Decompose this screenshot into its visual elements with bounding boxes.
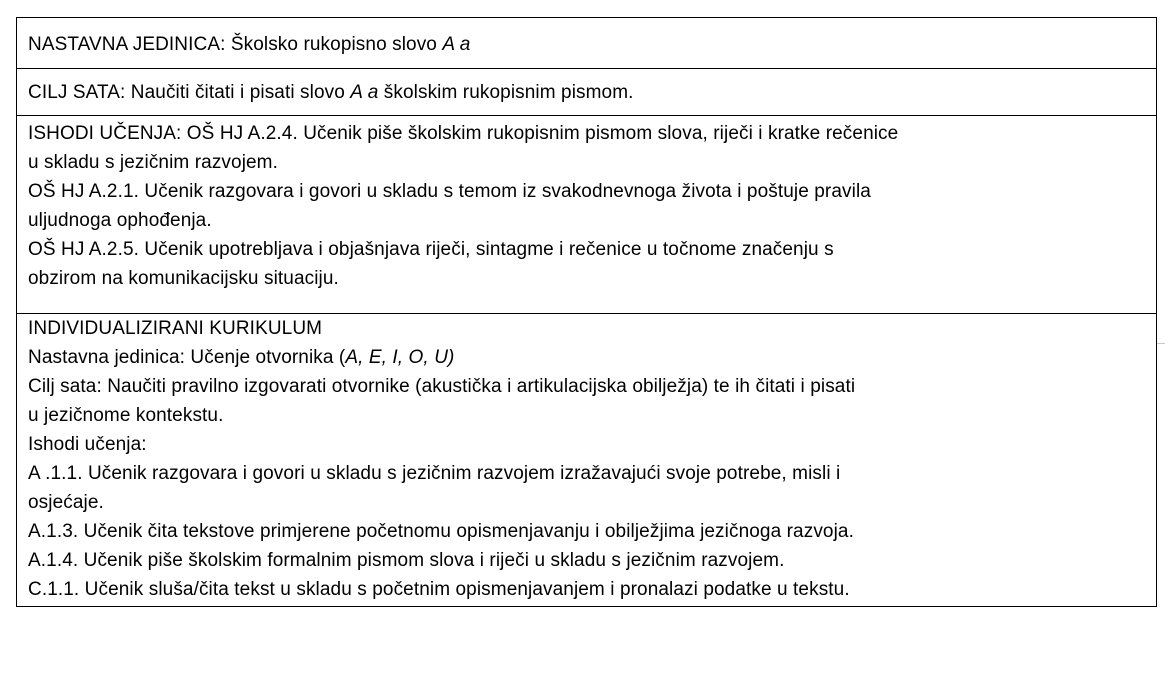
lesson-goal-text: CILJ SATA: Naučiti čitati i pisati slovo <box>28 82 351 103</box>
individualized-line: Cilj sata: Naučiti pravilno izgovarati otvornike (akustička i artikulacijska obilježja) te ih čitati i pisati <box>28 376 856 397</box>
individualized-heading: INDIVIDUALIZIRANI KURIKULUM <box>28 318 323 339</box>
outcome-line: uljudnoga ophođenja. <box>28 210 212 231</box>
outcome-line: ISHODI UČENJA: OŠ HJ A.2.4. Učenik piše školskim rukopisnim pismom slova, riječi i kratke rečenice <box>28 123 899 144</box>
outcome-line: OŠ HJ A.2.5. Učenik upotrebljava i objašnjava riječi, sintagme i rečenice u točnome značenju s <box>28 239 834 260</box>
individualized-unit-vowels: A, E, I, O, U) <box>345 347 455 368</box>
lesson-goal-letter: A a <box>350 82 379 103</box>
outcome-line: u skladu s jezičnim razvojem. <box>28 152 278 173</box>
individualized-curriculum-row <box>17 313 1156 606</box>
individualized-unit-text: Nastavna jedinica: Učenje otvornika ( <box>28 347 346 368</box>
outcome-line: OŠ HJ A.2.1. Učenik razgovara i govori u skladu s temom iz svakodnevnoga života i poštuje pravila <box>28 181 871 202</box>
lesson-unit-letter: A a <box>442 34 471 55</box>
individualized-line: A.1.3. Učenik čita tekstove primjerene početnomu opismenjavanju i obilježjima jezičnoga razvoja. <box>28 521 854 542</box>
lesson-unit-text: NASTAVNA JEDINICA: Školsko rukopisno slovo <box>28 34 443 55</box>
individualized-line: A.1.4. Učenik piše školskim formalnim pismom slova i riječi u skladu s jezičnim razvojem. <box>28 550 785 571</box>
individualized-line: C.1.1. Učenik sluša/čita tekst u skladu s početnim opismenjavanjem i pronalazi podatke u tekstu. <box>28 579 850 600</box>
individualized-unit <box>28 343 1156 372</box>
individualized-line: A .1.1. Učenik razgovara i govori u skladu s jezičnim razvojem izražavajući svoje potrebe, misli i <box>28 463 841 484</box>
table-edge-marker <box>1157 343 1165 344</box>
individualized-line: Ishodi učenja: <box>28 434 147 455</box>
lesson-goal-row <box>17 68 1156 115</box>
learning-outcomes-row <box>17 115 1156 313</box>
lesson-unit-row <box>17 18 1156 68</box>
individualized-line: u jezičnome kontekstu. <box>28 405 224 426</box>
lesson-plan-table <box>16 17 1157 607</box>
individualized-line: osjećaje. <box>28 492 104 513</box>
outcome-line: obzirom na komunikacijsku situaciju. <box>28 268 339 289</box>
lesson-goal-suffix: školskim rukopisnim pismom. <box>378 82 634 103</box>
